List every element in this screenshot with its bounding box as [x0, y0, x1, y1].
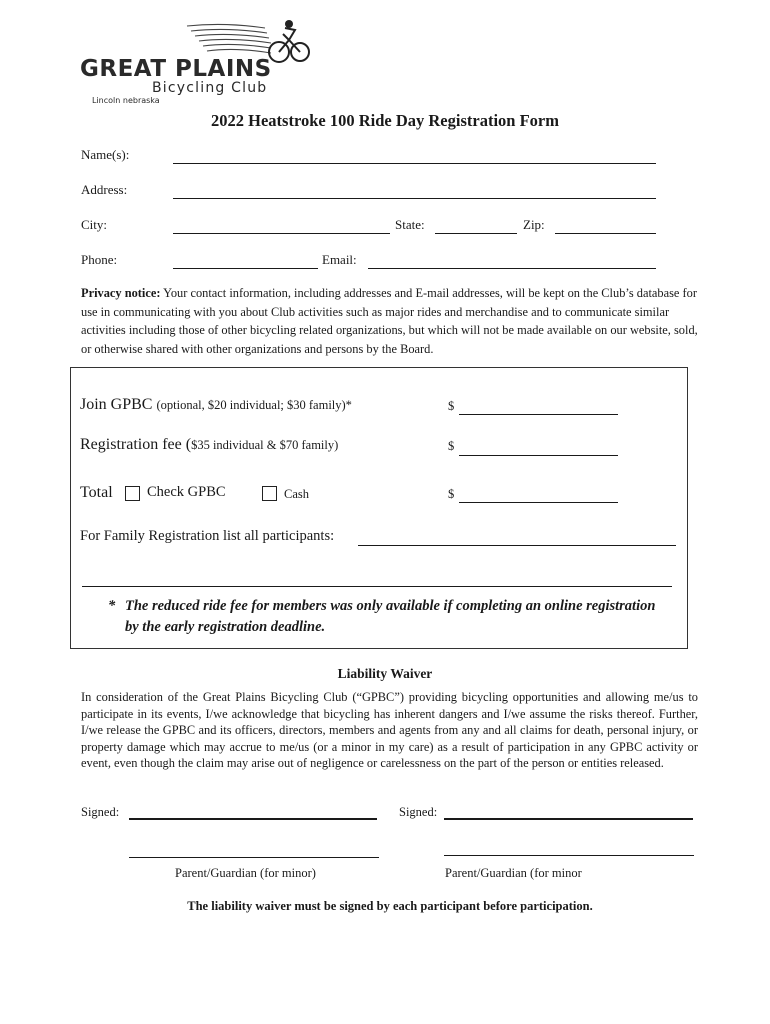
address-field[interactable]	[173, 198, 656, 199]
phone-label: Phone:	[81, 252, 118, 267]
join-dollar: $	[448, 399, 455, 413]
logo-location: Lincoln nebraska	[92, 96, 160, 105]
waiver-footer-note: The liability waiver must be signed by each participant before participation.	[187, 899, 593, 913]
waiver-heading: Liability Waiver	[337, 666, 433, 681]
privacy-notice	[81, 284, 698, 358]
club-logo	[80, 18, 310, 110]
family-participants-field-2[interactable]	[82, 586, 672, 587]
phone-field[interactable]	[173, 268, 318, 269]
total-amount-field[interactable]	[459, 502, 618, 503]
registration-label: Registration fee (	[80, 436, 192, 453]
address-label: Address:	[81, 182, 128, 197]
form-title: 2022 Heatstroke 100 Ride Day Registration Form	[211, 111, 559, 130]
total-label: Total	[80, 484, 113, 501]
signed-label-2: Signed:	[399, 805, 438, 819]
cash-checkbox[interactable]	[262, 486, 277, 501]
check-gpbc-label: Check GPBC	[147, 484, 226, 500]
names-label: Name(s):	[81, 147, 130, 162]
email-label: Email:	[322, 252, 357, 267]
registration-amount-field[interactable]	[459, 455, 618, 456]
signature-field-2[interactable]	[444, 818, 693, 820]
city-label: City:	[81, 217, 108, 232]
state-field[interactable]	[435, 233, 517, 234]
family-participants-field-1[interactable]	[358, 545, 676, 546]
family-label: For Family Registration list all participants:	[80, 528, 335, 544]
zip-label: Zip:	[523, 217, 545, 232]
names-field[interactable]	[173, 163, 656, 164]
guardian-label-1: Parent/Guardian (for minor)	[175, 866, 316, 880]
registration-detail: $35 individual & $70 family)	[191, 438, 339, 452]
total-dollar: $	[448, 487, 455, 501]
city-field[interactable]	[173, 233, 390, 234]
registration-dollar: $	[448, 439, 455, 453]
join-detail: (optional, $20 individual; $30 family)*	[156, 398, 352, 412]
signature-field-1[interactable]	[129, 818, 377, 820]
guardian-label-2: Parent/Guardian (for minor	[445, 866, 582, 880]
join-label: Join GPBC	[80, 396, 153, 413]
join-amount-field[interactable]	[459, 414, 618, 415]
state-label: State:	[395, 217, 425, 232]
zip-field[interactable]	[555, 233, 656, 234]
cash-label: Cash	[284, 487, 309, 501]
waiver-text: In consideration of the Great Plains Bicycling Club (“GPBC”) providing bicycling opportunities and allowing me/us to participate in its events, I/we acknowledge that bicycling has inherent dangers and I/we assume the risks thereof. Further, I/we release the GPBC and its officers, directors, members and agents from any and all claims for death, personal injury, or property damage which may accrue to me/us (or a minor in my care) as a result of participation in any GPBC activity or event, even though the claim may arise out of negligence or carelessness on the part of the person or entities released.	[81, 690, 698, 770]
check-gpbc-checkbox[interactable]	[125, 486, 140, 501]
registration-row	[80, 436, 338, 454]
privacy-heading: Privacy notice:	[81, 286, 161, 300]
signed-label-1: Signed:	[81, 805, 120, 819]
logo-org-name: GREAT PLAINS	[80, 56, 272, 82]
guardian-signature-field-1[interactable]	[129, 857, 379, 858]
join-row	[80, 396, 352, 414]
email-field[interactable]	[368, 268, 656, 269]
member-fee-note-star: *	[108, 598, 116, 614]
guardian-signature-field-2[interactable]	[444, 855, 694, 856]
member-fee-note: The reduced ride fee for members was only available if completing an online registration by the early registration deadline.	[125, 598, 656, 635]
privacy-text: Your contact information, including addresses and E-mail addresses, will be kept on the Club’s database for use in communicating with you about Club activities such as major rides and merchandise and to communicate similar activities including those of other bicycling related organizations, but which will not be made available on our website, sold, or otherwise shared with other organizations and persons by the Board.	[81, 286, 698, 356]
logo-org-subtitle: Bicycling Club	[152, 80, 268, 96]
